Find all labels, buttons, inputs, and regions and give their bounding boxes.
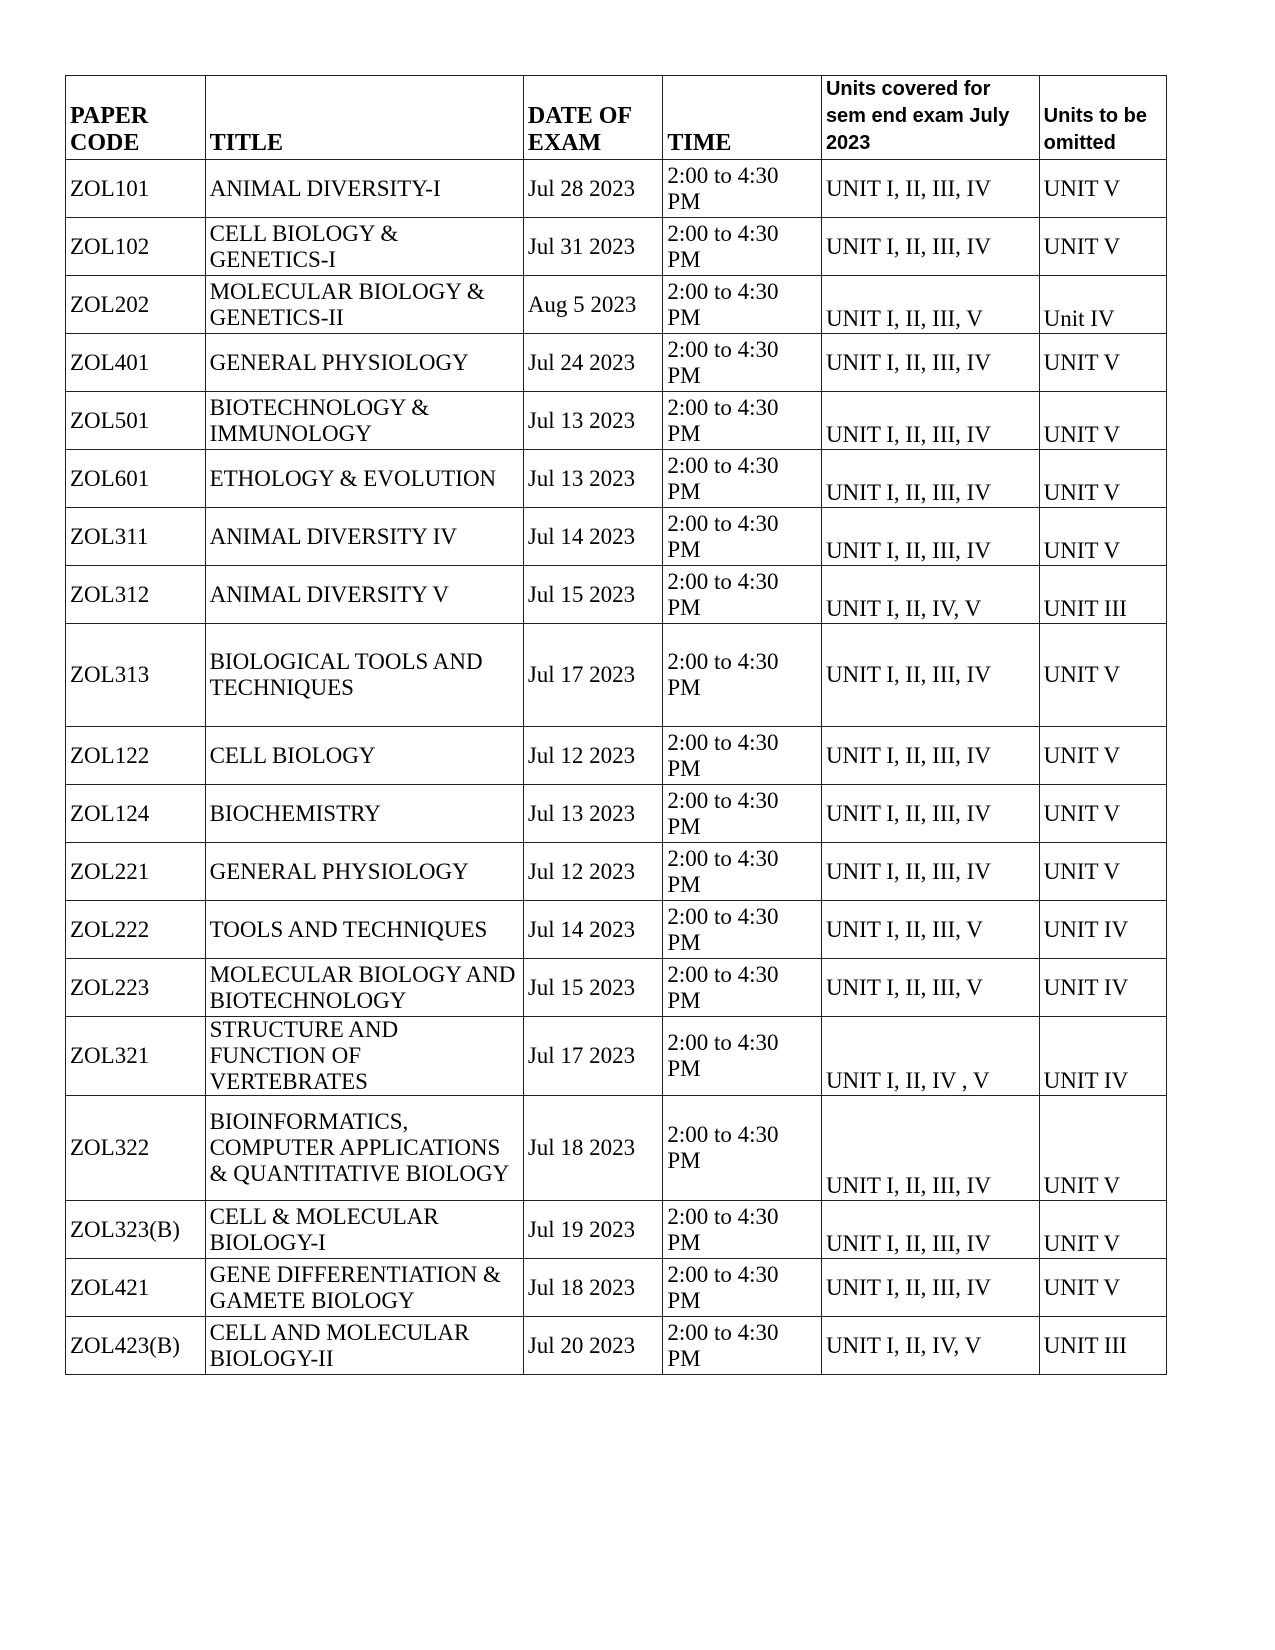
time-cell: 2:00 to 4:30 PM: [663, 727, 822, 785]
title-cell: CELL AND MOLECULAR BIOLOGY-II: [205, 1317, 523, 1375]
date-cell: Jul 14 2023: [523, 508, 663, 566]
paper-code-cell: ZOL601: [66, 450, 206, 508]
header-units-covered: Units covered for sem end exam July 2023: [821, 76, 1039, 160]
title-cell: BIOTECHNOLOGY & IMMUNOLOGY: [205, 392, 523, 450]
table-row: [66, 1259, 1167, 1317]
units-covered-cell: UNIT I, II, III, V: [821, 959, 1039, 1017]
units-omitted-cell: UNIT V: [1039, 785, 1166, 843]
paper-code-cell: ZOL221: [66, 843, 206, 901]
paper-code-cell: ZOL423(B): [66, 1317, 206, 1375]
time-cell: 2:00 to 4:30 PM: [663, 276, 822, 334]
title-cell: ANIMAL DIVERSITY V: [205, 566, 523, 624]
date-cell: Jul 18 2023: [523, 1259, 663, 1317]
table-row: [66, 1017, 1167, 1096]
paper-code-cell: ZOL313: [66, 624, 206, 727]
units-omitted-cell: UNIT V: [1039, 1201, 1166, 1259]
units-covered-cell: UNIT I, II, III, IV: [821, 392, 1039, 450]
time-cell: 2:00 to 4:30 PM: [663, 1017, 822, 1096]
units-covered-cell: UNIT I, II, III, IV: [821, 1259, 1039, 1317]
date-cell: Aug 5 2023: [523, 276, 663, 334]
header-units-omitted: Units to be omitted: [1039, 76, 1166, 160]
units-covered-cell: UNIT I, II, III, V: [821, 901, 1039, 959]
title-cell: MOLECULAR BIOLOGY AND BIOTECHNOLOGY: [205, 959, 523, 1017]
title-cell: CELL & MOLECULAR BIOLOGY-I: [205, 1201, 523, 1259]
time-cell: 2:00 to 4:30 PM: [663, 450, 822, 508]
table-row: [66, 843, 1167, 901]
table-row: [66, 450, 1167, 508]
date-cell: Jul 14 2023: [523, 901, 663, 959]
title-cell: BIOLOGICAL TOOLS AND TECHNIQUES: [205, 624, 523, 727]
table-row: [66, 624, 1167, 727]
paper-code-cell: ZOL501: [66, 392, 206, 450]
time-cell: 2:00 to 4:30 PM: [663, 392, 822, 450]
units-omitted-cell: UNIT V: [1039, 508, 1166, 566]
date-cell: Jul 15 2023: [523, 959, 663, 1017]
units-covered-cell: UNIT I, II, IV , V: [821, 1017, 1039, 1096]
units-omitted-cell: UNIT V: [1039, 450, 1166, 508]
paper-code-cell: ZOL312: [66, 566, 206, 624]
header-date-of-exam: DATE OF EXAM: [523, 76, 663, 160]
time-cell: 2:00 to 4:30 PM: [663, 1259, 822, 1317]
title-cell: ETHOLOGY & EVOLUTION: [205, 450, 523, 508]
units-omitted-cell: UNIT III: [1039, 1317, 1166, 1375]
title-cell: MOLECULAR BIOLOGY & GENETICS-II: [205, 276, 523, 334]
units-omitted-cell: UNIT V: [1039, 334, 1166, 392]
table-header-row: [66, 76, 1167, 160]
units-omitted-cell: UNIT V: [1039, 624, 1166, 727]
units-omitted-cell: UNIT V: [1039, 392, 1166, 450]
units-omitted-cell: UNIT V: [1039, 1096, 1166, 1201]
table-row: [66, 392, 1167, 450]
paper-code-cell: ZOL322: [66, 1096, 206, 1201]
date-cell: Jul 18 2023: [523, 1096, 663, 1201]
units-covered-cell: UNIT I, II, III, IV: [821, 218, 1039, 276]
units-covered-cell: UNIT I, II, III, IV: [821, 624, 1039, 727]
title-cell: GENERAL PHYSIOLOGY: [205, 334, 523, 392]
paper-code-cell: ZOL321: [66, 1017, 206, 1096]
units-omitted-cell: UNIT V: [1039, 1259, 1166, 1317]
title-cell: STRUCTURE AND FUNCTION OF VERTEBRATES: [205, 1017, 523, 1096]
units-omitted-cell: UNIT IV: [1039, 1017, 1166, 1096]
date-cell: Jul 13 2023: [523, 450, 663, 508]
date-cell: Jul 17 2023: [523, 1017, 663, 1096]
table-row: [66, 785, 1167, 843]
paper-code-cell: ZOL401: [66, 334, 206, 392]
table-row: [66, 1317, 1167, 1375]
units-covered-cell: UNIT I, II, IV, V: [821, 566, 1039, 624]
units-covered-cell: UNIT I, II, IV, V: [821, 1317, 1039, 1375]
date-cell: Jul 13 2023: [523, 392, 663, 450]
date-cell: Jul 12 2023: [523, 843, 663, 901]
title-cell: BIOCHEMISTRY: [205, 785, 523, 843]
table-row: [66, 276, 1167, 334]
paper-code-cell: ZOL102: [66, 218, 206, 276]
units-covered-cell: UNIT I, II, III, IV: [821, 785, 1039, 843]
table-row: [66, 959, 1167, 1017]
units-omitted-cell: UNIT III: [1039, 566, 1166, 624]
time-cell: 2:00 to 4:30 PM: [663, 901, 822, 959]
table-row: [66, 901, 1167, 959]
paper-code-cell: ZOL124: [66, 785, 206, 843]
table-row: [66, 160, 1167, 218]
time-cell: 2:00 to 4:30 PM: [663, 334, 822, 392]
units-covered-cell: UNIT I, II, III, IV: [821, 508, 1039, 566]
units-covered-cell: UNIT I, II, III, V: [821, 276, 1039, 334]
units-covered-cell: UNIT I, II, III, IV: [821, 160, 1039, 218]
date-cell: Jul 13 2023: [523, 785, 663, 843]
table-row: [66, 218, 1167, 276]
time-cell: 2:00 to 4:30 PM: [663, 218, 822, 276]
paper-code-cell: ZOL101: [66, 160, 206, 218]
time-cell: 2:00 to 4:30 PM: [663, 1096, 822, 1201]
paper-code-cell: ZOL222: [66, 901, 206, 959]
table-row: [66, 1201, 1167, 1259]
time-cell: 2:00 to 4:30 PM: [663, 160, 822, 218]
date-cell: Jul 19 2023: [523, 1201, 663, 1259]
units-omitted-cell: UNIT V: [1039, 727, 1166, 785]
time-cell: 2:00 to 4:30 PM: [663, 624, 822, 727]
date-cell: Jul 24 2023: [523, 334, 663, 392]
units-omitted-cell: UNIT IV: [1039, 901, 1166, 959]
paper-code-cell: ZOL421: [66, 1259, 206, 1317]
header-title: TITLE: [205, 76, 523, 160]
title-cell: BIOINFORMATICS, COMPUTER APPLICATIONS & QUANTITATIVE BIOLOGY: [205, 1096, 523, 1201]
table-row: [66, 1096, 1167, 1201]
time-cell: 2:00 to 4:30 PM: [663, 1201, 822, 1259]
units-omitted-cell: UNIT V: [1039, 160, 1166, 218]
time-cell: 2:00 to 4:30 PM: [663, 1317, 822, 1375]
units-omitted-cell: UNIT V: [1039, 218, 1166, 276]
title-cell: TOOLS AND TECHNIQUES: [205, 901, 523, 959]
units-covered-cell: UNIT I, II, III, IV: [821, 1201, 1039, 1259]
time-cell: 2:00 to 4:30 PM: [663, 508, 822, 566]
paper-code-cell: ZOL323(B): [66, 1201, 206, 1259]
date-cell: Jul 15 2023: [523, 566, 663, 624]
table-row: [66, 727, 1167, 785]
table-row: [66, 508, 1167, 566]
date-cell: Jul 20 2023: [523, 1317, 663, 1375]
units-covered-cell: UNIT I, II, III, IV: [821, 1096, 1039, 1201]
paper-code-cell: ZOL311: [66, 508, 206, 566]
title-cell: CELL BIOLOGY: [205, 727, 523, 785]
units-omitted-cell: Unit IV: [1039, 276, 1166, 334]
date-cell: Jul 28 2023: [523, 160, 663, 218]
paper-code-cell: ZOL122: [66, 727, 206, 785]
time-cell: 2:00 to 4:30 PM: [663, 959, 822, 1017]
units-covered-cell: UNIT I, II, III, IV: [821, 334, 1039, 392]
time-cell: 2:00 to 4:30 PM: [663, 843, 822, 901]
header-paper-code: PAPER CODE: [66, 76, 206, 160]
units-covered-cell: UNIT I, II, III, IV: [821, 450, 1039, 508]
date-cell: Jul 31 2023: [523, 218, 663, 276]
title-cell: GENERAL PHYSIOLOGY: [205, 843, 523, 901]
title-cell: ANIMAL DIVERSITY-I: [205, 160, 523, 218]
title-cell: CELL BIOLOGY & GENETICS-I: [205, 218, 523, 276]
paper-code-cell: ZOL202: [66, 276, 206, 334]
date-cell: Jul 12 2023: [523, 727, 663, 785]
time-cell: 2:00 to 4:30 PM: [663, 566, 822, 624]
units-omitted-cell: UNIT V: [1039, 843, 1166, 901]
units-covered-cell: UNIT I, II, III, IV: [821, 727, 1039, 785]
header-time: TIME: [663, 76, 822, 160]
table-row: [66, 334, 1167, 392]
paper-code-cell: ZOL223: [66, 959, 206, 1017]
time-cell: 2:00 to 4:30 PM: [663, 785, 822, 843]
units-covered-cell: UNIT I, II, III, IV: [821, 843, 1039, 901]
title-cell: ANIMAL DIVERSITY IV: [205, 508, 523, 566]
exam-schedule-table: [65, 75, 1167, 1375]
title-cell: GENE DIFFERENTIATION & GAMETE BIOLOGY: [205, 1259, 523, 1317]
units-omitted-cell: UNIT IV: [1039, 959, 1166, 1017]
date-cell: Jul 17 2023: [523, 624, 663, 727]
table-row: [66, 566, 1167, 624]
